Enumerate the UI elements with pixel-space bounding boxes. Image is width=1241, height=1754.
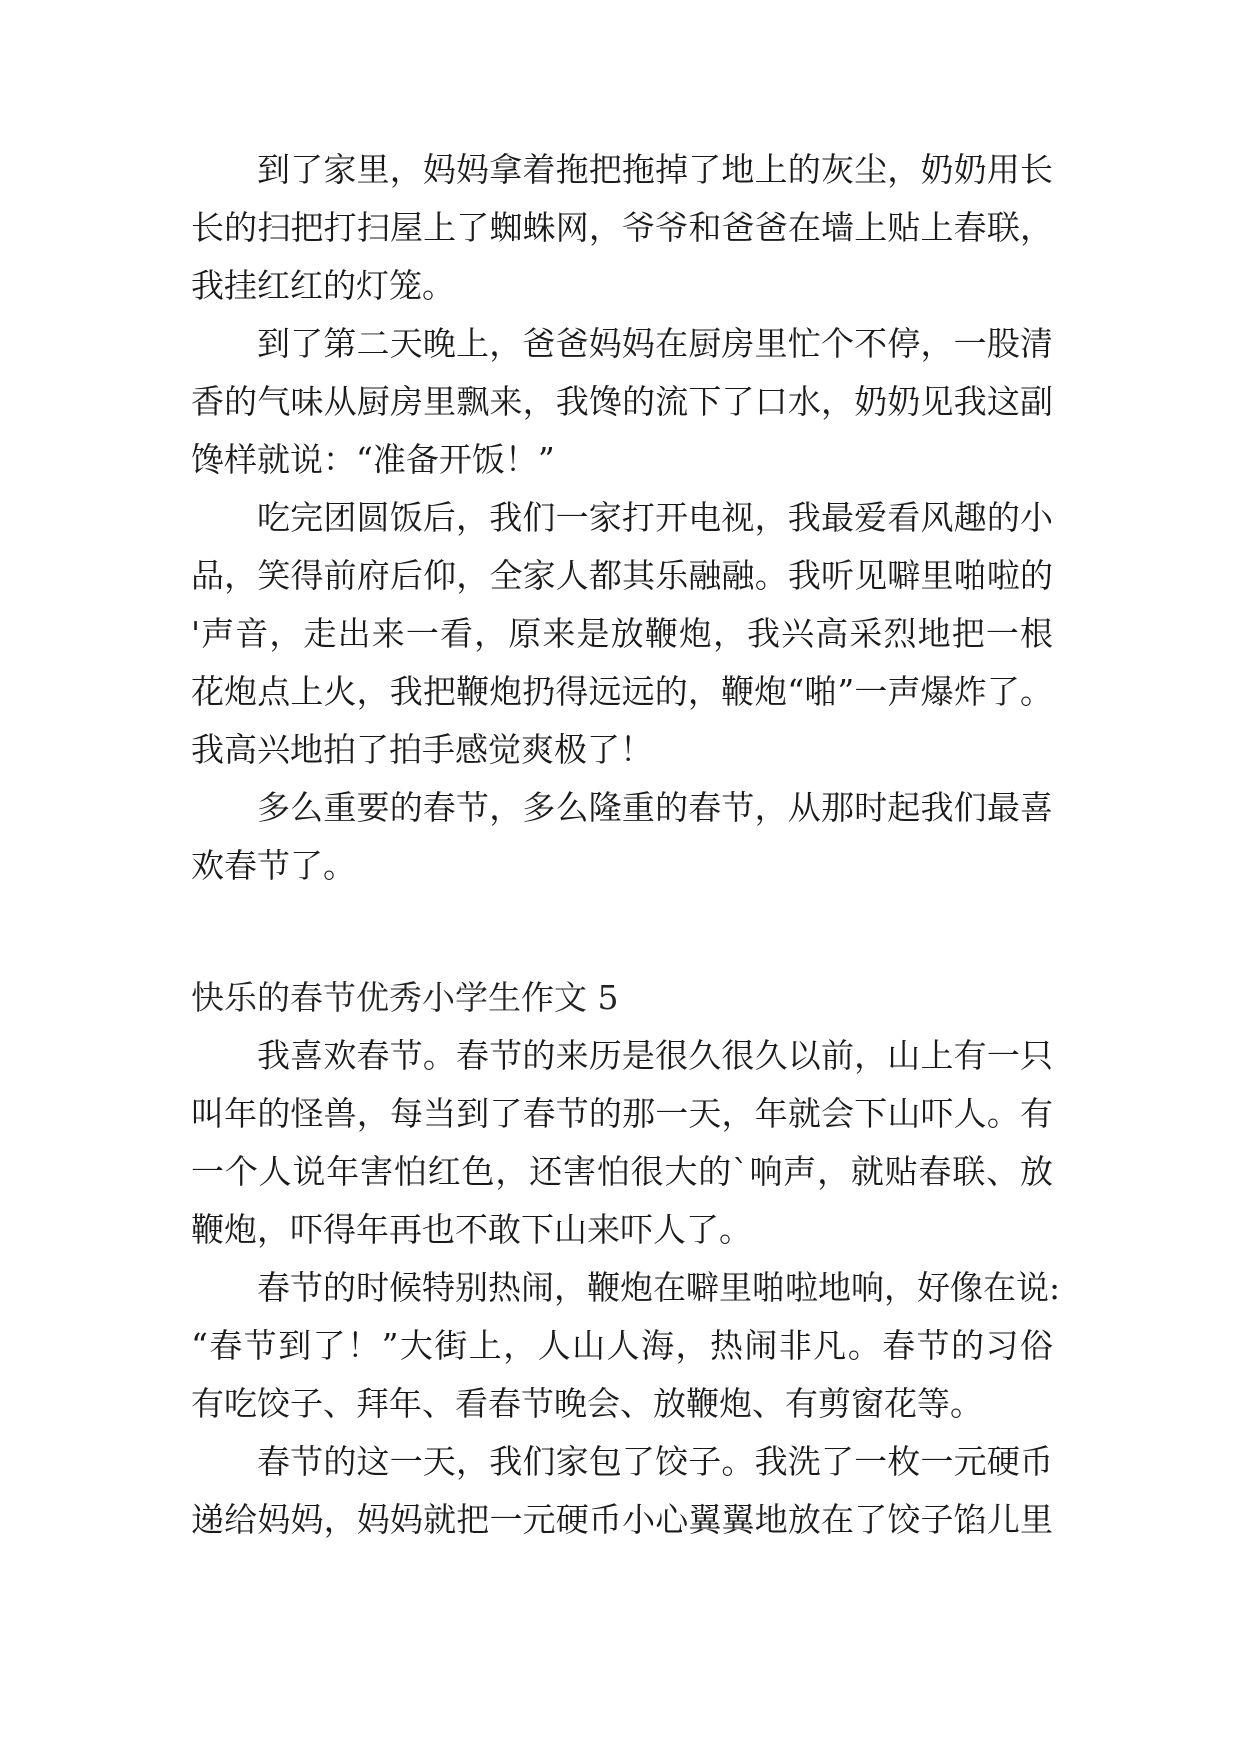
text-line: 吃完团圆饭后，我们一家打开电视，我最爱看风趣的小	[257, 498, 1053, 537]
text-line: '声音，走出来一看，原来是放鞭炮，我兴高采烈地把一根	[191, 614, 1053, 653]
text-line: 春节的时候特别热闹，鞭炮在噼里啪啦地响，好像在说:	[257, 1268, 1061, 1307]
text-line: 花炮点上火，我把鞭炮扔得远远的，鞭炮“啪”一声爆炸了。	[191, 672, 1053, 711]
text-line: 到了家里，妈妈拿着拖把拖掉了地上的灰尘，奶奶用长	[257, 150, 1053, 189]
text-line: 到了第二天晚上，爸爸妈妈在厨房里忙个不停，一股清	[257, 324, 1053, 363]
text-line: 春节的这一天，我们家包了饺子。我洗了一枚一元硬币	[257, 1442, 1053, 1481]
text-line: 鞭炮，吓得年再也不敢下山来吓人了。	[191, 1210, 752, 1249]
text-line: “春节到了！”大街上，人山人海，热闹非凡。春节的习俗	[191, 1326, 1053, 1365]
text-line: 多么重要的春节，多么隆重的春节，从那时起我们最喜	[257, 788, 1053, 827]
section-title: 快乐的春节优秀小学生作文 5	[191, 978, 619, 1017]
text-line: 我喜欢春节。春节的来历是很久很久以前，山上有一只	[257, 1036, 1053, 1075]
text-line: 一个人说年害怕红色，还害怕很大的`响声，就贴春联、放	[191, 1152, 1053, 1191]
text-line: 我挂红红的灯笼。	[191, 266, 455, 305]
text-line: 有吃饺子、拜年、看春节晚会、放鞭炮、有剪窗花等。	[191, 1384, 983, 1423]
text-line: 品，笑得前府后仰，全家人都其乐融融。我听见噼里啪啦的	[191, 556, 1053, 595]
text-line: 欢春节了。	[191, 846, 356, 885]
text-line: 我高兴地拍了拍手感觉爽极了！	[191, 730, 653, 769]
text-line: 香的气味从厨房里飘来，我馋的流下了口水，奶奶见我这副	[191, 382, 1053, 421]
text-line: 长的扫把打扫屋上了蜘蛛网，爷爷和爸爸在墙上贴上春联，	[191, 208, 1053, 247]
text-line: 叫年的怪兽，每当到了春节的那一天，年就会下山吓人。有	[191, 1094, 1053, 1133]
text-line: 馋样就说：“准备开饭！”	[191, 440, 555, 479]
text-line: 递给妈妈，妈妈就把一元硬币小心翼翼地放在了饺子馅儿里	[191, 1500, 1053, 1539]
